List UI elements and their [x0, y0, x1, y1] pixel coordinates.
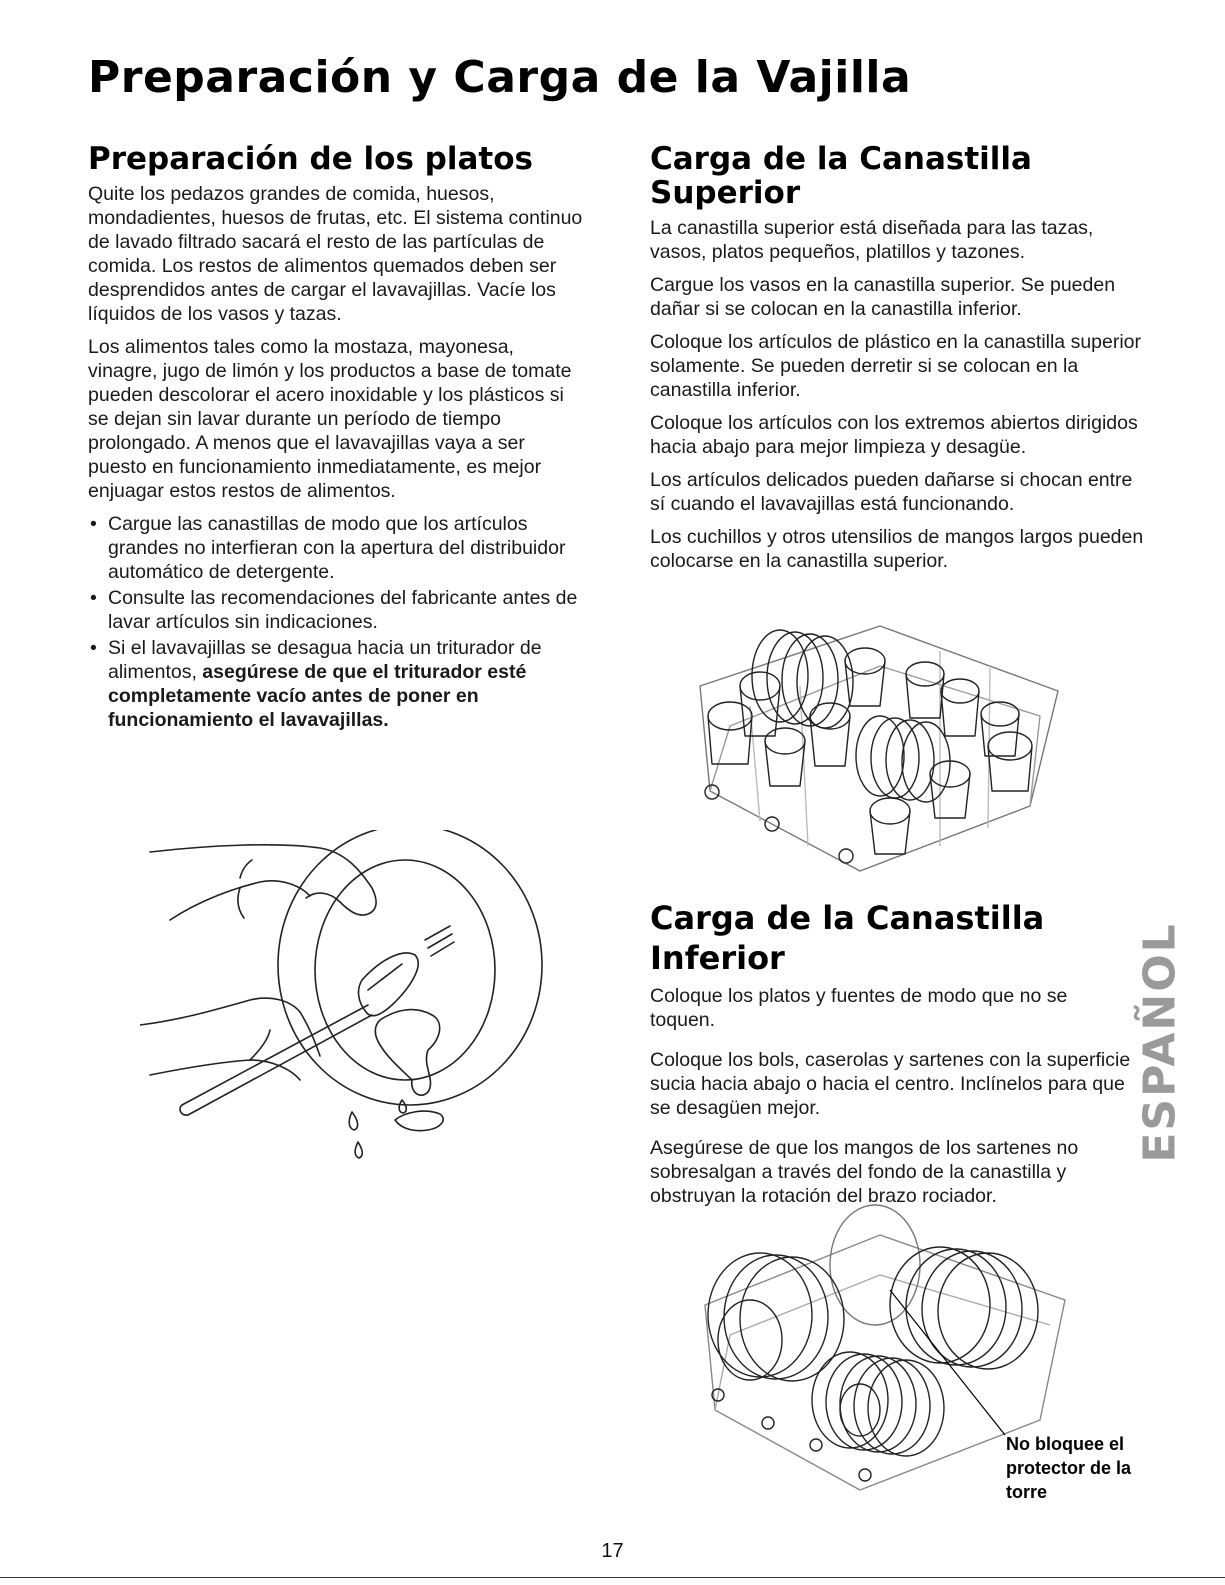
upper-rack-paragraph: Coloque los artículos con los extremos abiertos dirigidos hacia abajo para mejor limpieza y desagüe.: [650, 412, 1138, 458]
lower-rack-paragraph: Coloque los bols, caserolas y sartenes con la superficie sucia hacia abajo o hacia el centro. Inclínelos para que se desagüen mejor.: [650, 1049, 1131, 1119]
dish-preparation-paragraph-2: Los alimentos tales como la mostaza, mayonesa, vinagre, jugo de limón y los productos a base de tomate pueden descolorar el acero inoxidable y los plásticos si se dejan sin lavar durante un período de tiempo prolongado. A menos que el lavavajillas vaya a ser puesto en funcionamiento inmediatamente, es mejor enjuagar estos restos de alimentos.: [88, 336, 572, 502]
page-number: 17: [601, 1540, 624, 1562]
upper-rack-paragraph: La canastilla superior está diseñada para las tazas, vasos, platos pequeños, platillos y tazones.: [650, 217, 1094, 263]
lower-rack-paragraph: Coloque los platos y fuentes de modo que no se toquen.: [650, 985, 1068, 1031]
dish-preparation-paragraph-1: Quite los pedazos grandes de comida, huesos, mondadientes, huesos de frutas, etc. El sistema continuo de lavado filtrado sacará el resto de las partículas de comida. Los restos de alimentos quemados deben ser desprendidos antes de cargar el lavavajillas. Vacíe los líquidos de los vasos y tazas.: [88, 183, 583, 325]
dish-preparation-section: [88, 142, 588, 734]
upper-rack-illustration: [690, 606, 1070, 881]
upper-rack-paragraph: Coloque los artículos de plástico en la canastilla superior solamente. Se pueden derretir si se colocan en la canastilla inferior.: [650, 331, 1142, 401]
page-title: Preparación y Carga de la Vajilla: [88, 52, 912, 103]
list-item: • Consulte las recomendaciones del fabricante antes de lavar artículos sin indicaciones.: [88, 586, 588, 634]
upper-rack-paragraph: Los cuchillos y otros utensilios de mangos largos pueden colocarse en la canastilla superior.: [650, 526, 1144, 572]
list-item: [88, 636, 588, 732]
lower-rack-paragraph: Asegúrese de que los mangos de los sartenes no sobresalgan a través del fondo de la canastilla y obstruyan la rotación del brazo rociador.: [650, 1137, 1079, 1207]
language-side-tab: [1134, 922, 1186, 1162]
lower-rack-section: [650, 898, 1135, 1217]
upper-rack-paragraph: Cargue los vasos en la canastilla superior. Se pueden dañar si se colocan en la canastilla inferior.: [650, 274, 1116, 320]
upper-rack-paragraph: Los artículos delicados pueden dañarse si chocan entre sí cuando el lavavajillas está funcionando.: [650, 469, 1133, 515]
disposer-warning: asegúrese de que el triturador esté completamente vacío antes de poner en funcionamiento el lavavajillas.: [108, 661, 527, 731]
scraping-plate-illustration: [140, 830, 560, 1170]
tower-protector-callout: No bloquee el protector de la torre: [1006, 1434, 1132, 1502]
dish-preparation-list: [88, 512, 588, 732]
upper-rack-heading: Carga de la Canastilla Superior: [650, 141, 1032, 211]
dish-preparation-heading: Preparación de los platos: [88, 141, 533, 177]
bottom-divider: [0, 1577, 1225, 1578]
language-side-tab-label: ESPAÑOL: [1134, 921, 1186, 1163]
upper-rack-section: [650, 142, 1150, 582]
lower-rack-heading: Carga de la Canastilla Inferior: [650, 899, 1045, 977]
list-item-text: Si el lavavajillas se desagua hacia un triturador de alimentos,: [108, 637, 542, 683]
list-item: • Cargue las canastillas de modo que los artículos grandes no interfieran con la apertura del distribuidor automático de detergente.: [88, 512, 588, 584]
